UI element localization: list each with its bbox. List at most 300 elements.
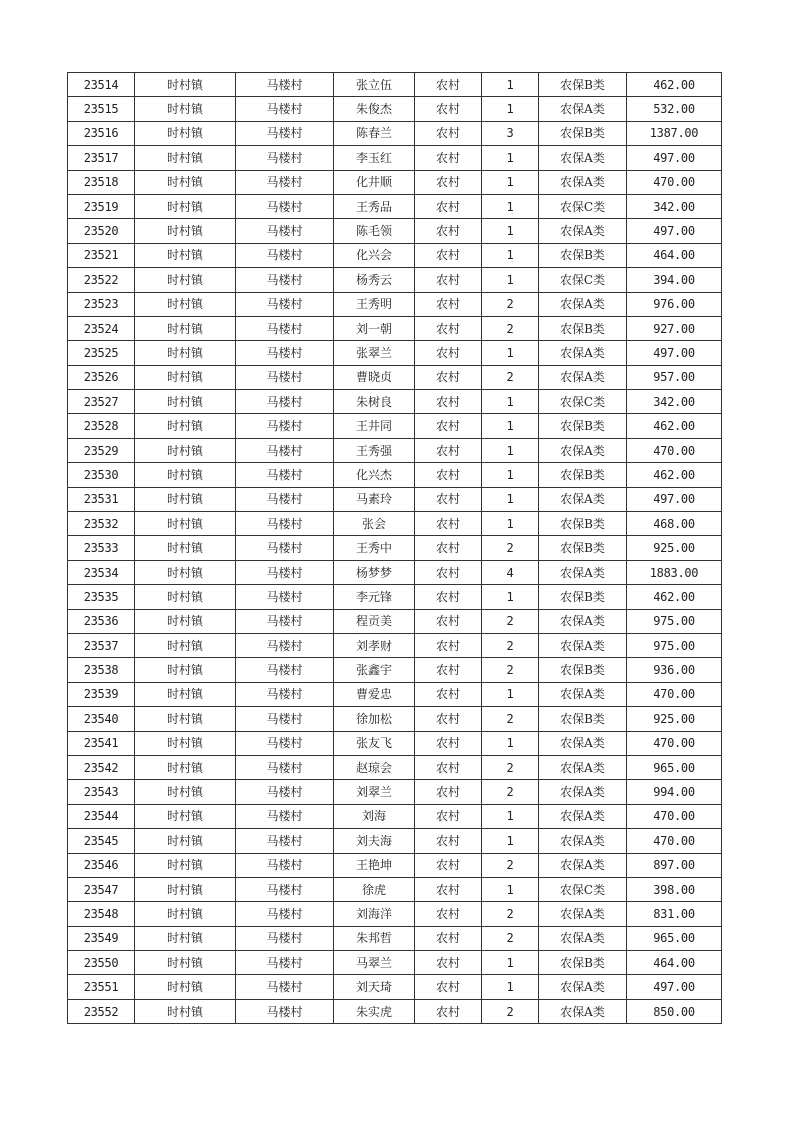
- cell-town: 时村镇: [135, 755, 236, 779]
- table-row: [68, 975, 722, 999]
- cell-village: 马楼村: [236, 268, 334, 292]
- cell-name: 赵琼会: [334, 755, 415, 779]
- cell-member-count: 2: [482, 707, 539, 731]
- table-row: [68, 731, 722, 755]
- cell-amount: 975.00: [627, 633, 722, 657]
- table-row: [68, 316, 722, 340]
- cell-record-id: 23514: [68, 73, 135, 97]
- cell-amount: 462.00: [627, 73, 722, 97]
- cell-member-count: 2: [482, 365, 539, 389]
- cell-insurance-category: 农保B类: [539, 512, 627, 536]
- cell-town: 时村镇: [135, 292, 236, 316]
- cell-household-type: 农村: [415, 170, 482, 194]
- cell-household-type: 农村: [415, 926, 482, 950]
- cell-village: 马楼村: [236, 853, 334, 877]
- cell-member-count: 1: [482, 682, 539, 706]
- cell-village: 马楼村: [236, 731, 334, 755]
- cell-record-id: 23530: [68, 463, 135, 487]
- cell-village: 马楼村: [236, 951, 334, 975]
- cell-town: 时村镇: [135, 707, 236, 731]
- cell-town: 时村镇: [135, 829, 236, 853]
- cell-town: 时村镇: [135, 365, 236, 389]
- cell-town: 时村镇: [135, 268, 236, 292]
- cell-town: 时村镇: [135, 316, 236, 340]
- cell-name: 王秀中: [334, 536, 415, 560]
- table-row: [68, 487, 722, 511]
- cell-amount: 470.00: [627, 804, 722, 828]
- cell-name: 张翠兰: [334, 341, 415, 365]
- cell-name: 曹晓贞: [334, 365, 415, 389]
- cell-name: 刘孝财: [334, 633, 415, 657]
- cell-name: 陈春兰: [334, 121, 415, 145]
- cell-amount: 342.00: [627, 390, 722, 414]
- cell-member-count: 1: [482, 194, 539, 218]
- table-row: [68, 365, 722, 389]
- cell-insurance-category: 农保B类: [539, 316, 627, 340]
- cell-household-type: 农村: [415, 560, 482, 584]
- cell-town: 时村镇: [135, 194, 236, 218]
- table-row: [68, 121, 722, 145]
- cell-town: 时村镇: [135, 170, 236, 194]
- cell-village: 马楼村: [236, 829, 334, 853]
- cell-record-id: 23540: [68, 707, 135, 731]
- cell-member-count: 2: [482, 536, 539, 560]
- cell-household-type: 农村: [415, 316, 482, 340]
- cell-household-type: 农村: [415, 731, 482, 755]
- table-row: [68, 341, 722, 365]
- cell-name: 程贡美: [334, 609, 415, 633]
- cell-town: 时村镇: [135, 73, 236, 97]
- cell-record-id: 23547: [68, 877, 135, 901]
- cell-town: 时村镇: [135, 853, 236, 877]
- cell-member-count: 1: [482, 512, 539, 536]
- cell-amount: 470.00: [627, 170, 722, 194]
- cell-member-count: 4: [482, 560, 539, 584]
- table-row: [68, 292, 722, 316]
- cell-amount: 850.00: [627, 999, 722, 1023]
- cell-town: 时村镇: [135, 658, 236, 682]
- cell-amount: 925.00: [627, 707, 722, 731]
- cell-member-count: 1: [482, 73, 539, 97]
- table-row: [68, 219, 722, 243]
- cell-record-id: 23523: [68, 292, 135, 316]
- table-row: [68, 609, 722, 633]
- cell-insurance-category: 农保A类: [539, 487, 627, 511]
- cell-household-type: 农村: [415, 121, 482, 145]
- table-row: [68, 755, 722, 779]
- table-row: [68, 560, 722, 584]
- cell-village: 马楼村: [236, 926, 334, 950]
- cell-insurance-category: 农保B类: [539, 658, 627, 682]
- cell-town: 时村镇: [135, 463, 236, 487]
- cell-town: 时村镇: [135, 146, 236, 170]
- cell-village: 马楼村: [236, 609, 334, 633]
- cell-insurance-category: 农保A类: [539, 975, 627, 999]
- cell-member-count: 3: [482, 121, 539, 145]
- cell-record-id: 23517: [68, 146, 135, 170]
- cell-amount: 1387.00: [627, 121, 722, 145]
- cell-insurance-category: 农保A类: [539, 731, 627, 755]
- cell-village: 马楼村: [236, 707, 334, 731]
- cell-amount: 532.00: [627, 97, 722, 121]
- cell-record-id: 23545: [68, 829, 135, 853]
- cell-village: 马楼村: [236, 877, 334, 901]
- cell-household-type: 农村: [415, 853, 482, 877]
- cell-town: 时村镇: [135, 536, 236, 560]
- cell-member-count: 1: [482, 414, 539, 438]
- table-row: [68, 463, 722, 487]
- table-row: [68, 658, 722, 682]
- cell-household-type: 农村: [415, 633, 482, 657]
- cell-household-type: 农村: [415, 292, 482, 316]
- cell-town: 时村镇: [135, 243, 236, 267]
- cell-village: 马楼村: [236, 755, 334, 779]
- cell-name: 刘天琦: [334, 975, 415, 999]
- cell-record-id: 23532: [68, 512, 135, 536]
- cell-town: 时村镇: [135, 512, 236, 536]
- table-row: [68, 804, 722, 828]
- cell-town: 时村镇: [135, 633, 236, 657]
- cell-amount: 957.00: [627, 365, 722, 389]
- cell-record-id: 23518: [68, 170, 135, 194]
- cell-village: 马楼村: [236, 633, 334, 657]
- cell-insurance-category: 农保C类: [539, 390, 627, 414]
- cell-town: 时村镇: [135, 902, 236, 926]
- table-row: [68, 633, 722, 657]
- cell-record-id: 23533: [68, 536, 135, 560]
- cell-town: 时村镇: [135, 121, 236, 145]
- cell-member-count: 1: [482, 268, 539, 292]
- cell-record-id: 23538: [68, 658, 135, 682]
- table-row: [68, 707, 722, 731]
- table-row: [68, 268, 722, 292]
- cell-amount: 464.00: [627, 951, 722, 975]
- cell-amount: 965.00: [627, 755, 722, 779]
- cell-household-type: 农村: [415, 658, 482, 682]
- cell-insurance-category: 农保A类: [539, 609, 627, 633]
- cell-household-type: 农村: [415, 707, 482, 731]
- cell-amount: 1883.00: [627, 560, 722, 584]
- cell-record-id: 23536: [68, 609, 135, 633]
- cell-amount: 464.00: [627, 243, 722, 267]
- cell-name: 马素玲: [334, 487, 415, 511]
- cell-member-count: 1: [482, 170, 539, 194]
- cell-name: 化井顺: [334, 170, 415, 194]
- cell-name: 朱实虎: [334, 999, 415, 1023]
- cell-amount: 470.00: [627, 731, 722, 755]
- cell-amount: 936.00: [627, 658, 722, 682]
- cell-insurance-category: 农保B类: [539, 121, 627, 145]
- cell-household-type: 农村: [415, 536, 482, 560]
- cell-household-type: 农村: [415, 365, 482, 389]
- records-table: [67, 72, 722, 1024]
- cell-name: 王秀强: [334, 438, 415, 462]
- cell-insurance-category: 农保C类: [539, 194, 627, 218]
- cell-amount: 462.00: [627, 463, 722, 487]
- cell-amount: 470.00: [627, 682, 722, 706]
- cell-amount: 470.00: [627, 829, 722, 853]
- cell-member-count: 1: [482, 975, 539, 999]
- cell-village: 马楼村: [236, 585, 334, 609]
- cell-insurance-category: 农保A类: [539, 292, 627, 316]
- cell-town: 时村镇: [135, 731, 236, 755]
- cell-name: 杨秀云: [334, 268, 415, 292]
- cell-insurance-category: 农保A类: [539, 219, 627, 243]
- table-row: [68, 853, 722, 877]
- table-row: [68, 170, 722, 194]
- table-row: [68, 682, 722, 706]
- cell-record-id: 23541: [68, 731, 135, 755]
- cell-record-id: 23535: [68, 585, 135, 609]
- table-row: [68, 73, 722, 97]
- cell-record-id: 23539: [68, 682, 135, 706]
- cell-insurance-category: 农保A类: [539, 170, 627, 194]
- cell-name: 张立伍: [334, 73, 415, 97]
- cell-village: 马楼村: [236, 194, 334, 218]
- cell-record-id: 23531: [68, 487, 135, 511]
- cell-amount: 925.00: [627, 536, 722, 560]
- cell-name: 刘翠兰: [334, 780, 415, 804]
- cell-household-type: 农村: [415, 512, 482, 536]
- cell-amount: 927.00: [627, 316, 722, 340]
- cell-town: 时村镇: [135, 804, 236, 828]
- cell-town: 时村镇: [135, 414, 236, 438]
- cell-town: 时村镇: [135, 560, 236, 584]
- cell-name: 刘一朝: [334, 316, 415, 340]
- cell-insurance-category: 农保A类: [539, 97, 627, 121]
- cell-village: 马楼村: [236, 121, 334, 145]
- cell-name: 曹爱忠: [334, 682, 415, 706]
- cell-name: 朱俊杰: [334, 97, 415, 121]
- cell-insurance-category: 农保B类: [539, 243, 627, 267]
- cell-record-id: 23522: [68, 268, 135, 292]
- cell-insurance-category: 农保A类: [539, 755, 627, 779]
- cell-insurance-category: 农保A类: [539, 926, 627, 950]
- cell-member-count: 1: [482, 951, 539, 975]
- cell-village: 马楼村: [236, 97, 334, 121]
- cell-amount: 497.00: [627, 146, 722, 170]
- cell-village: 马楼村: [236, 390, 334, 414]
- cell-record-id: 23534: [68, 560, 135, 584]
- cell-household-type: 农村: [415, 902, 482, 926]
- cell-member-count: 1: [482, 731, 539, 755]
- cell-name: 刘海: [334, 804, 415, 828]
- table-row: [68, 877, 722, 901]
- cell-amount: 965.00: [627, 926, 722, 950]
- cell-insurance-category: 农保A类: [539, 902, 627, 926]
- cell-household-type: 农村: [415, 341, 482, 365]
- cell-household-type: 农村: [415, 804, 482, 828]
- cell-member-count: 1: [482, 97, 539, 121]
- cell-amount: 831.00: [627, 902, 722, 926]
- cell-name: 张友飞: [334, 731, 415, 755]
- cell-member-count: 1: [482, 585, 539, 609]
- cell-name: 陈毛领: [334, 219, 415, 243]
- cell-name: 徐虎: [334, 877, 415, 901]
- cell-name: 王艳坤: [334, 853, 415, 877]
- cell-name: 李元锋: [334, 585, 415, 609]
- cell-household-type: 农村: [415, 999, 482, 1023]
- cell-record-id: 23521: [68, 243, 135, 267]
- cell-record-id: 23525: [68, 341, 135, 365]
- records-table-body: [68, 73, 722, 1024]
- cell-record-id: 23515: [68, 97, 135, 121]
- cell-amount: 497.00: [627, 219, 722, 243]
- cell-amount: 497.00: [627, 975, 722, 999]
- cell-household-type: 农村: [415, 755, 482, 779]
- cell-member-count: 1: [482, 804, 539, 828]
- cell-town: 时村镇: [135, 780, 236, 804]
- cell-record-id: 23524: [68, 316, 135, 340]
- cell-town: 时村镇: [135, 877, 236, 901]
- cell-town: 时村镇: [135, 926, 236, 950]
- cell-amount: 897.00: [627, 853, 722, 877]
- cell-amount: 462.00: [627, 414, 722, 438]
- cell-record-id: 23550: [68, 951, 135, 975]
- cell-amount: 497.00: [627, 341, 722, 365]
- table-row: [68, 243, 722, 267]
- cell-record-id: 23546: [68, 853, 135, 877]
- cell-town: 时村镇: [135, 341, 236, 365]
- cell-member-count: 1: [482, 438, 539, 462]
- cell-town: 时村镇: [135, 438, 236, 462]
- cell-member-count: 1: [482, 146, 539, 170]
- table-row: [68, 829, 722, 853]
- cell-town: 时村镇: [135, 999, 236, 1023]
- cell-village: 马楼村: [236, 512, 334, 536]
- cell-insurance-category: 农保A类: [539, 829, 627, 853]
- cell-record-id: 23529: [68, 438, 135, 462]
- cell-household-type: 农村: [415, 487, 482, 511]
- table-row: [68, 902, 722, 926]
- cell-amount: 394.00: [627, 268, 722, 292]
- table-row: [68, 780, 722, 804]
- cell-member-count: 2: [482, 755, 539, 779]
- cell-village: 马楼村: [236, 560, 334, 584]
- cell-name: 徐加松: [334, 707, 415, 731]
- cell-member-count: 2: [482, 316, 539, 340]
- cell-record-id: 23537: [68, 633, 135, 657]
- cell-member-count: 1: [482, 829, 539, 853]
- cell-amount: 470.00: [627, 438, 722, 462]
- cell-household-type: 农村: [415, 146, 482, 170]
- cell-name: 化兴会: [334, 243, 415, 267]
- table-row: [68, 951, 722, 975]
- cell-village: 马楼村: [236, 902, 334, 926]
- cell-town: 时村镇: [135, 390, 236, 414]
- table-row: [68, 390, 722, 414]
- cell-name: 朱邦哲: [334, 926, 415, 950]
- cell-insurance-category: 农保A类: [539, 999, 627, 1023]
- cell-insurance-category: 农保B类: [539, 536, 627, 560]
- cell-insurance-category: 农保B类: [539, 951, 627, 975]
- cell-village: 马楼村: [236, 73, 334, 97]
- cell-record-id: 23549: [68, 926, 135, 950]
- cell-village: 马楼村: [236, 292, 334, 316]
- cell-town: 时村镇: [135, 682, 236, 706]
- table-row: [68, 585, 722, 609]
- cell-member-count: 2: [482, 902, 539, 926]
- cell-insurance-category: 农保B类: [539, 585, 627, 609]
- cell-household-type: 农村: [415, 268, 482, 292]
- cell-member-count: 2: [482, 658, 539, 682]
- cell-insurance-category: 农保B类: [539, 414, 627, 438]
- table-row: [68, 512, 722, 536]
- cell-village: 马楼村: [236, 365, 334, 389]
- cell-household-type: 农村: [415, 97, 482, 121]
- cell-name: 王秀品: [334, 194, 415, 218]
- cell-insurance-category: 农保A类: [539, 633, 627, 657]
- cell-record-id: 23543: [68, 780, 135, 804]
- cell-record-id: 23527: [68, 390, 135, 414]
- cell-member-count: 1: [482, 390, 539, 414]
- cell-village: 马楼村: [236, 536, 334, 560]
- cell-village: 马楼村: [236, 682, 334, 706]
- cell-household-type: 农村: [415, 829, 482, 853]
- table-row: [68, 97, 722, 121]
- cell-town: 时村镇: [135, 219, 236, 243]
- cell-name: 刘夫海: [334, 829, 415, 853]
- cell-insurance-category: 农保A类: [539, 146, 627, 170]
- cell-village: 马楼村: [236, 999, 334, 1023]
- cell-member-count: 2: [482, 853, 539, 877]
- cell-amount: 342.00: [627, 194, 722, 218]
- cell-member-count: 1: [482, 219, 539, 243]
- cell-village: 马楼村: [236, 316, 334, 340]
- cell-amount: 975.00: [627, 609, 722, 633]
- table-row: [68, 999, 722, 1023]
- cell-amount: 462.00: [627, 585, 722, 609]
- cell-member-count: 2: [482, 609, 539, 633]
- cell-name: 王井同: [334, 414, 415, 438]
- cell-village: 马楼村: [236, 146, 334, 170]
- cell-household-type: 农村: [415, 194, 482, 218]
- cell-village: 马楼村: [236, 804, 334, 828]
- cell-household-type: 农村: [415, 609, 482, 633]
- cell-household-type: 农村: [415, 951, 482, 975]
- cell-household-type: 农村: [415, 682, 482, 706]
- cell-village: 马楼村: [236, 243, 334, 267]
- cell-amount: 497.00: [627, 487, 722, 511]
- table-row: [68, 146, 722, 170]
- cell-insurance-category: 农保A类: [539, 560, 627, 584]
- cell-household-type: 农村: [415, 463, 482, 487]
- cell-record-id: 23526: [68, 365, 135, 389]
- cell-insurance-category: 农保B类: [539, 73, 627, 97]
- cell-member-count: 1: [482, 877, 539, 901]
- cell-name: 张会: [334, 512, 415, 536]
- cell-village: 马楼村: [236, 463, 334, 487]
- cell-village: 马楼村: [236, 170, 334, 194]
- cell-village: 马楼村: [236, 219, 334, 243]
- cell-household-type: 农村: [415, 780, 482, 804]
- cell-household-type: 农村: [415, 975, 482, 999]
- cell-record-id: 23542: [68, 755, 135, 779]
- cell-name: 杨梦梦: [334, 560, 415, 584]
- cell-member-count: 2: [482, 292, 539, 316]
- cell-name: 王秀明: [334, 292, 415, 316]
- table-row: [68, 194, 722, 218]
- cell-name: 朱树良: [334, 390, 415, 414]
- cell-member-count: 2: [482, 926, 539, 950]
- cell-record-id: 23528: [68, 414, 135, 438]
- cell-record-id: 23516: [68, 121, 135, 145]
- cell-town: 时村镇: [135, 97, 236, 121]
- cell-insurance-category: 农保A类: [539, 438, 627, 462]
- cell-record-id: 23548: [68, 902, 135, 926]
- cell-member-count: 2: [482, 999, 539, 1023]
- cell-household-type: 农村: [415, 73, 482, 97]
